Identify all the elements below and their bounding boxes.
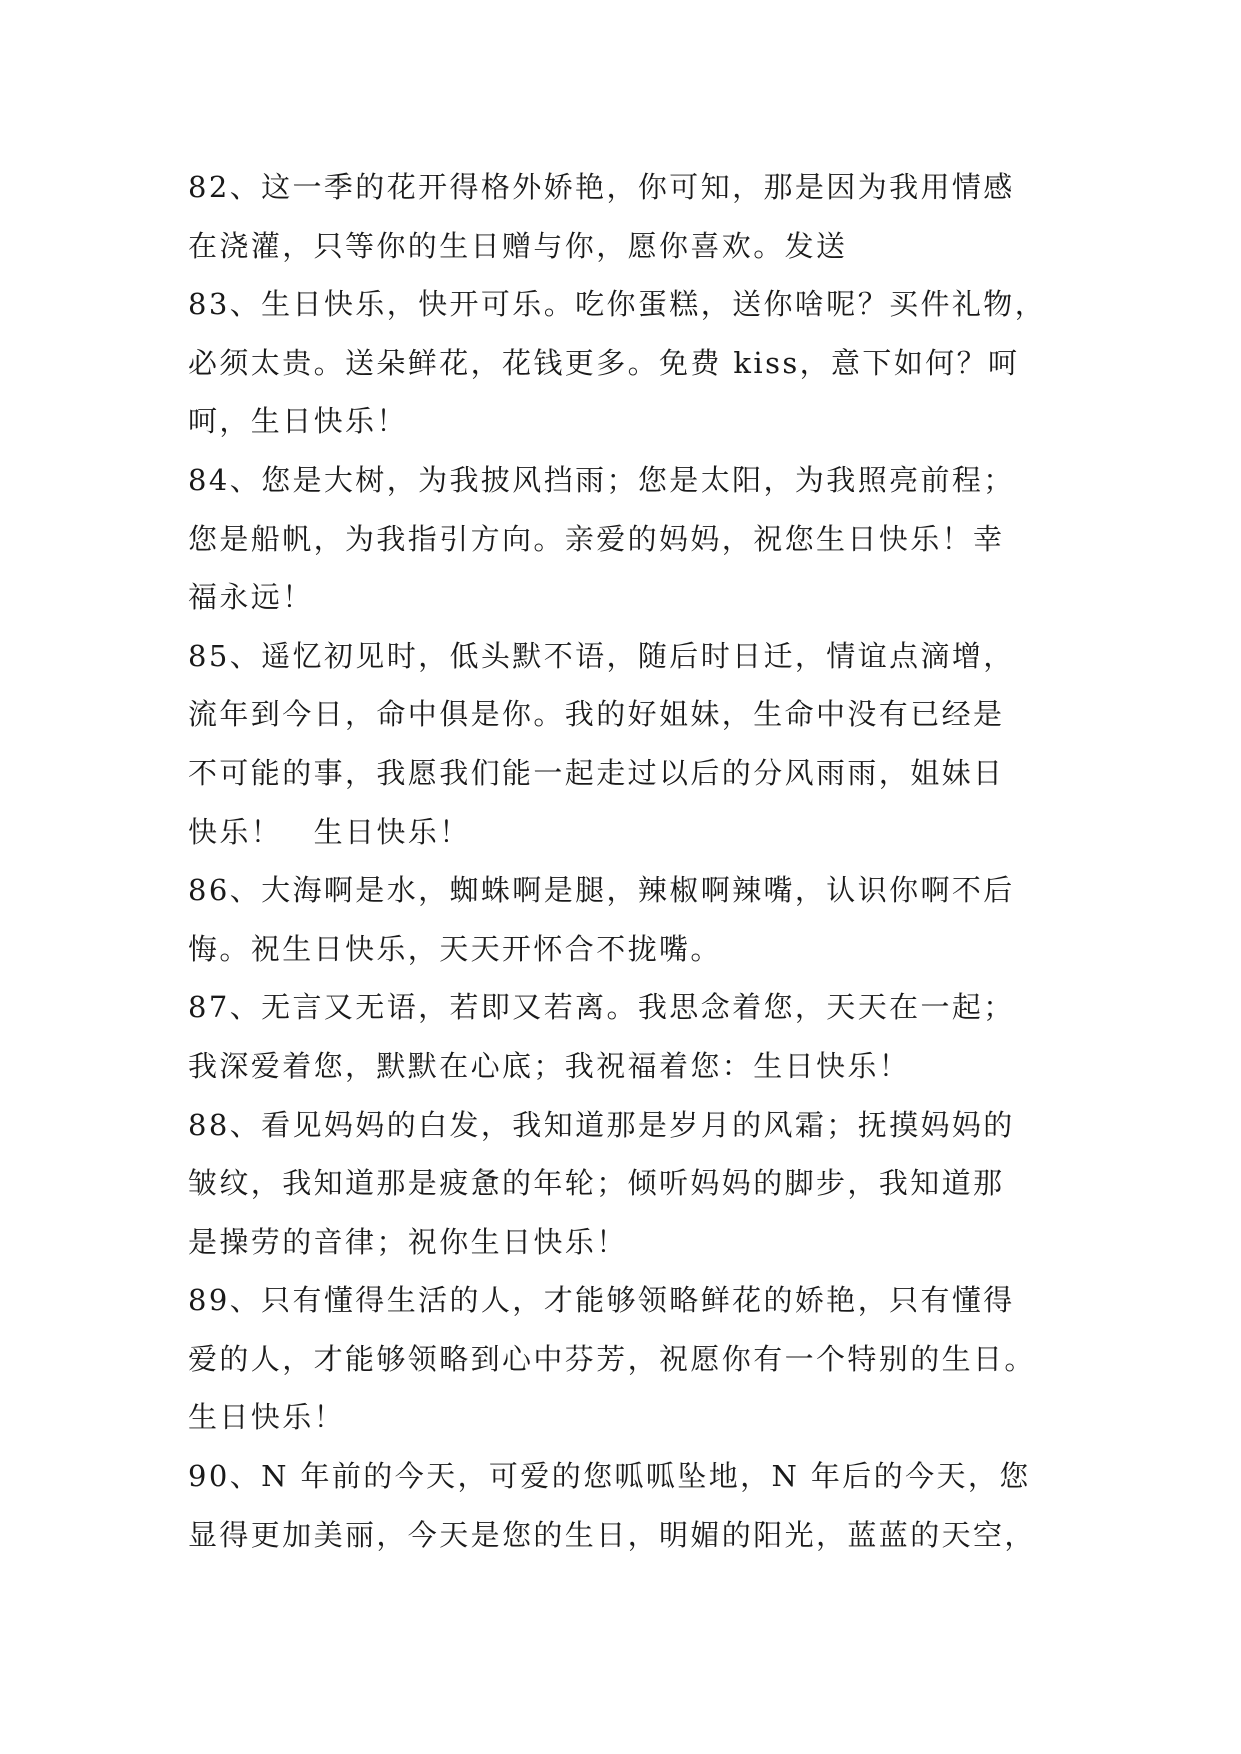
text-line-15: 87、无言又无语，若即又若离。我思念着您，天天在一起； [188, 990, 1015, 1025]
text-line-16: 我深爱着您，默默在心底；我祝福着您：生日快乐！ [188, 1048, 911, 1083]
text-line-24: 显得更加美丽，今天是您的生日，明媚的阳光，蓝蓝的天空， [188, 1517, 1036, 1552]
text-line-7: 您是船帆，为我指引方向。亲爱的妈妈，祝您生日快乐！幸 [188, 521, 1005, 556]
text-line-3: 83、生日快乐，快开可乐。吃你蛋糕，送你啥呢？买件礼物， [188, 287, 1047, 322]
text-line-23: 90、N 年前的今天，可爱的您呱呱坠地，N 年后的今天，您 [188, 1459, 1031, 1494]
text-line-8: 福永远！ [188, 580, 314, 615]
text-line-10: 流年到今日，命中俱是你。我的好姐妹，生命中没有已经是 [188, 697, 1005, 732]
text-line-17: 88、看见妈妈的白发，我知道那是岁月的风霜；抚摸妈妈的 [188, 1107, 1015, 1142]
text-line-4: 必须太贵。送朵鲜花，花钱更多。免费 kiss，意下如何？呵 [188, 345, 1020, 380]
text-line-20: 89、只有懂得生活的人，才能够领略鲜花的娇艳，只有懂得 [188, 1283, 1015, 1318]
document-body [188, 158, 1060, 1564]
text-line-18: 皱纹，我知道那是疲惫的年轮；倾听妈妈的脚步，我知道那 [188, 1166, 1005, 1201]
text-line-22: 生日快乐！ [188, 1400, 346, 1435]
text-line-19: 是操劳的音律；祝你生日快乐！ [188, 1224, 628, 1259]
text-line-9: 85、遥忆初见时，低头默不语，随后时日迁，情谊点滴增， [188, 638, 1015, 673]
text-line-2: 在浇灌，只等你的生日赠与你，愿你喜欢。发送 [188, 228, 848, 263]
text-line-1: 82、这一季的花开得格外娇艳，你可知，那是因为我用情感 [188, 170, 1015, 204]
text-line-21: 爱的人，才能够领略到心中芬芳，祝愿你有一个特别的生日。 [188, 1341, 1036, 1376]
text-line-13: 86、大海啊是水，蜘蛛啊是腿，辣椒啊辣嘴，认识你啊不后 [188, 873, 1015, 908]
text-line-12: 快乐！ 生日快乐！ [188, 814, 471, 849]
text-line-6: 84、您是大树，为我披风挡雨；您是太阳，为我照亮前程； [188, 462, 1015, 497]
text-line-11: 不可能的事，我愿我们能一起走过以后的分风雨雨，姐妹日 [188, 755, 1005, 790]
text-line-14: 悔。祝生日快乐，天天开怀合不拢嘴。 [188, 931, 722, 966]
text-line-5: 呵，生日快乐！ [188, 404, 408, 439]
